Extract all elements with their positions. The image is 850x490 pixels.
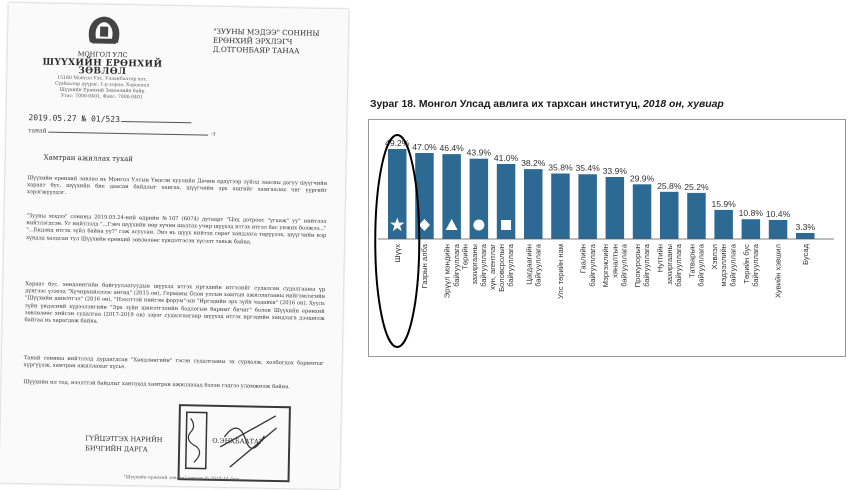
- address-line: Сүхбаатар дүүрэг, 1-р хороо, Хороолол: [54, 81, 150, 89]
- category-label-line: Татварын: [687, 244, 697, 278]
- letter-paragraph: Танай сонины нийтлэлд дурдагдсан "Хөндлөнгийн" гэсэн судалгааны эх сурвалж, холбогдох баримтыг хүргүүлж, хамтран ажиллахыг хүсье.: [23, 355, 324, 371]
- org-name-line2: ШҮҮХИЙН ЕРӨНХИЙ ЗӨВЛӨЛ: [42, 57, 163, 78]
- bar: [606, 177, 625, 239]
- category-label-line: Гаалийн: [578, 244, 588, 274]
- data-label: 35.4%: [575, 163, 600, 174]
- letter-paragraph: Шүүхийн ерөнхий зөвлөл нь Монгол Улсын Үндсэн хуулийн Дөчин ердүгээр зүйлд заасны дагуу шүүгчийн хараат бус, шүүхийн бие даасан байдлыг хангах, шүүгчийн эрх ашгийг хамгаалах чиг үүргийг хэрэгжүүлдэг.: [26, 175, 328, 197]
- bar: [660, 192, 679, 239]
- category-label-line: Цагдаагийн: [524, 244, 534, 285]
- bar: [578, 174, 597, 239]
- data-label: 3.3%: [795, 221, 816, 232]
- bar-chart: [368, 119, 844, 355]
- square-marker-icon: [501, 220, 511, 230]
- address-line: Шүүхийн Ерөнхий Зөвлөлийн байр: [59, 87, 145, 95]
- tanai-line: танай -т: [28, 127, 216, 138]
- category-label-line: Улс төрийн нам: [556, 244, 566, 300]
- circle-marker-icon: [473, 220, 484, 231]
- category-label-line: Мэргэжлийн: [601, 244, 611, 288]
- category-label-line: мэдээллийн: [719, 244, 729, 287]
- data-label: 41.0%: [493, 153, 519, 163]
- category-label: [742, 243, 760, 287]
- category-label-line: захиргааны: [664, 244, 674, 285]
- category-label-line: байгууллага: [506, 244, 516, 287]
- data-label: 38.2%: [521, 158, 546, 169]
- category-label: [710, 243, 737, 287]
- data-label: 29.9%: [629, 173, 655, 184]
- category-label: [461, 243, 498, 290]
- category-label-line: Боловсролын: [497, 244, 507, 292]
- category-label: [656, 243, 683, 287]
- category-label-line: Төрийн бус: [741, 244, 751, 284]
- data-label: 47.0%: [412, 142, 437, 153]
- category-label: [687, 243, 705, 287]
- data-label: 46.4%: [439, 143, 464, 154]
- letter-paragraph: Шүүхийн ил тод, нээлттэй байдлыг хангахад хамтран ажиллахад бэлэн гэдгээ уламжилж байна.: [23, 379, 291, 391]
- category-label-line: хүн, агентлаг: [488, 244, 498, 290]
- state-emblem-icon: [84, 14, 125, 45]
- category-label-line: байгууллага: [479, 244, 489, 287]
- category-label-line: Бусад: [800, 244, 810, 265]
- org-name-line1: МОНГОЛ УЛС: [77, 50, 128, 60]
- category-label-line: Төрийн: [460, 244, 470, 270]
- bar: [714, 210, 733, 239]
- category-label: [774, 244, 783, 298]
- recipient-line: ЕРӨНХИЙ ЭРХЛЭГЧ: [212, 35, 293, 47]
- category-label-line: байгууллага: [533, 244, 543, 287]
- bar: [687, 193, 706, 239]
- category-label-line: байгууллага: [619, 244, 629, 287]
- category-label-line: байгууллага: [642, 244, 652, 287]
- category-label-line: захиргааны: [469, 244, 479, 285]
- letter-subject: Хамтран ажиллах тухай: [43, 153, 134, 164]
- bar: [633, 184, 652, 239]
- category-label-line: байгууллага: [451, 244, 461, 287]
- category-label: [601, 243, 628, 287]
- letter-footer: "Шүүхийн ерөнхий зөвлөл" хэвлэх © 2019 A4 фор.: [123, 475, 241, 483]
- chart-title: Зураг 18. Монгол Улсад авлига их тархсан институц, 2018 он, хувиар: [370, 99, 724, 110]
- data-label: 10.8%: [738, 208, 764, 219]
- category-label: [420, 243, 429, 288]
- category-label-line: байгууллага: [728, 244, 738, 287]
- data-label: 25.2%: [684, 181, 709, 192]
- bar: [551, 174, 570, 239]
- recipient-line: "ЗУУНЫ МЭДЭЭ" СОНИНЫ: [213, 26, 320, 38]
- data-label: 49.2%: [385, 138, 410, 148]
- category-label-line: хяналтын: [610, 244, 620, 278]
- category-label: [633, 243, 651, 287]
- data-label: 25.8%: [657, 180, 682, 191]
- category-label-line: байгууллага: [696, 244, 706, 287]
- scanned-letter: [0, 3, 349, 489]
- category-label-line: байгууллага: [674, 244, 684, 287]
- bar: [796, 233, 815, 239]
- data-label: 35.8%: [548, 162, 573, 173]
- category-label-line: Хэвлэл: [710, 244, 720, 270]
- recipient-line: Д.ОТГОНБАЯР ТАНАА: [212, 44, 300, 56]
- category-label: [524, 243, 542, 287]
- signer-title-line: ГҮЙЦЭТГЭХ НАРИЙН: [85, 434, 163, 444]
- data-label: 33.9%: [602, 165, 628, 176]
- signer-title-line: БИЧГИЙН ДАРГА: [85, 444, 148, 454]
- signer-name: О.ЭНХБААТАР: [212, 436, 264, 446]
- address-line: 15160 Монгол Улс, Улаанбаатар хот,: [57, 75, 148, 83]
- category-label-line: Эрүүл мэндийн: [442, 244, 452, 299]
- category-label-line: Хувийн хэвшил: [773, 244, 783, 298]
- category-label: [801, 243, 810, 265]
- letter-paragraph: "Зууны мэдээ" сонины 2019.05.24-ний өдрийн №107 (6074) дугаарт "Цэц дотроос "угааж" уу" нийтлэл нийтлэгдсэн. Уг нийтлэлд "...Гэвч шүүхийн нөр хүчин шалгах учир шүүхэд итгэх итгэл бас унжих болжээ..." "...Бидэнд итгэх зүйл байна уу?" гэж асуусан. Энэ нь шүүх нийтэд сөрөг хандлага төрүүлэх, шүүгчийн нэр хүндэд халдсан тул Шүүхийн ерөнхий зөвлөлөөс хүндэтгэсэн хүсэлт тавьж байна.: [26, 213, 327, 246]
- data-label: 10.4%: [765, 208, 791, 219]
- category-label-line: Нутгийн: [655, 244, 665, 273]
- category-label: [579, 243, 597, 287]
- category-label: [556, 244, 565, 299]
- date-number-line: [28, 113, 192, 125]
- bar: [742, 219, 761, 239]
- category-label: [393, 244, 402, 263]
- category-label-line: байгууллага: [751, 244, 761, 287]
- category-label: [497, 243, 515, 292]
- bar: [769, 220, 788, 239]
- category-label-line: Газрын алба: [420, 244, 430, 289]
- category-label-line: байгууллага: [587, 244, 597, 287]
- bar: [524, 169, 543, 239]
- handwritten-date-number: 2019.05.27 № 01/523: [28, 113, 121, 124]
- data-label: 15.9%: [711, 198, 736, 209]
- address-line: Утас: 7000-0401, Факс: 7000-0401: [60, 93, 143, 101]
- data-label: 43.9%: [466, 147, 492, 158]
- category-label-line: Прокурорын: [633, 244, 643, 288]
- category-label-line: Шүүх: [392, 244, 402, 263]
- letter-paragraph: Хараат бус, хөндлөнгийн байгууллагуудын шүүхэд итгэх иргэдийн итгэлийг судалсан судалгааны үр дүнгээс үзэхэд "Хүчирхийллээс ангид" (2015 он), Германы Олон улсын хамтын ажиллагааны нийгэмлэгийн "Шүүхийн шинэтгэл" (2016 он), "Нээлттэй нийгэм форум"-ын "Иргэдийн эрх зүйн чадавхи" (2016 он), Хууль зүйн үндэсний хүрээлэнгийн "Эрх зүйн шинэтгэлийн бодлогын баримт бичиг" болон Шүүхийн ерөнхий зөвлөлөөс хийсэн судалгаа (2017-2019 он) зэрэг судалгаагаар шүүхэд итгэх иргэдийн хандлага дээшилж байгаа нь харагдаж байна.: [24, 281, 326, 325]
- category-label: [443, 243, 461, 298]
